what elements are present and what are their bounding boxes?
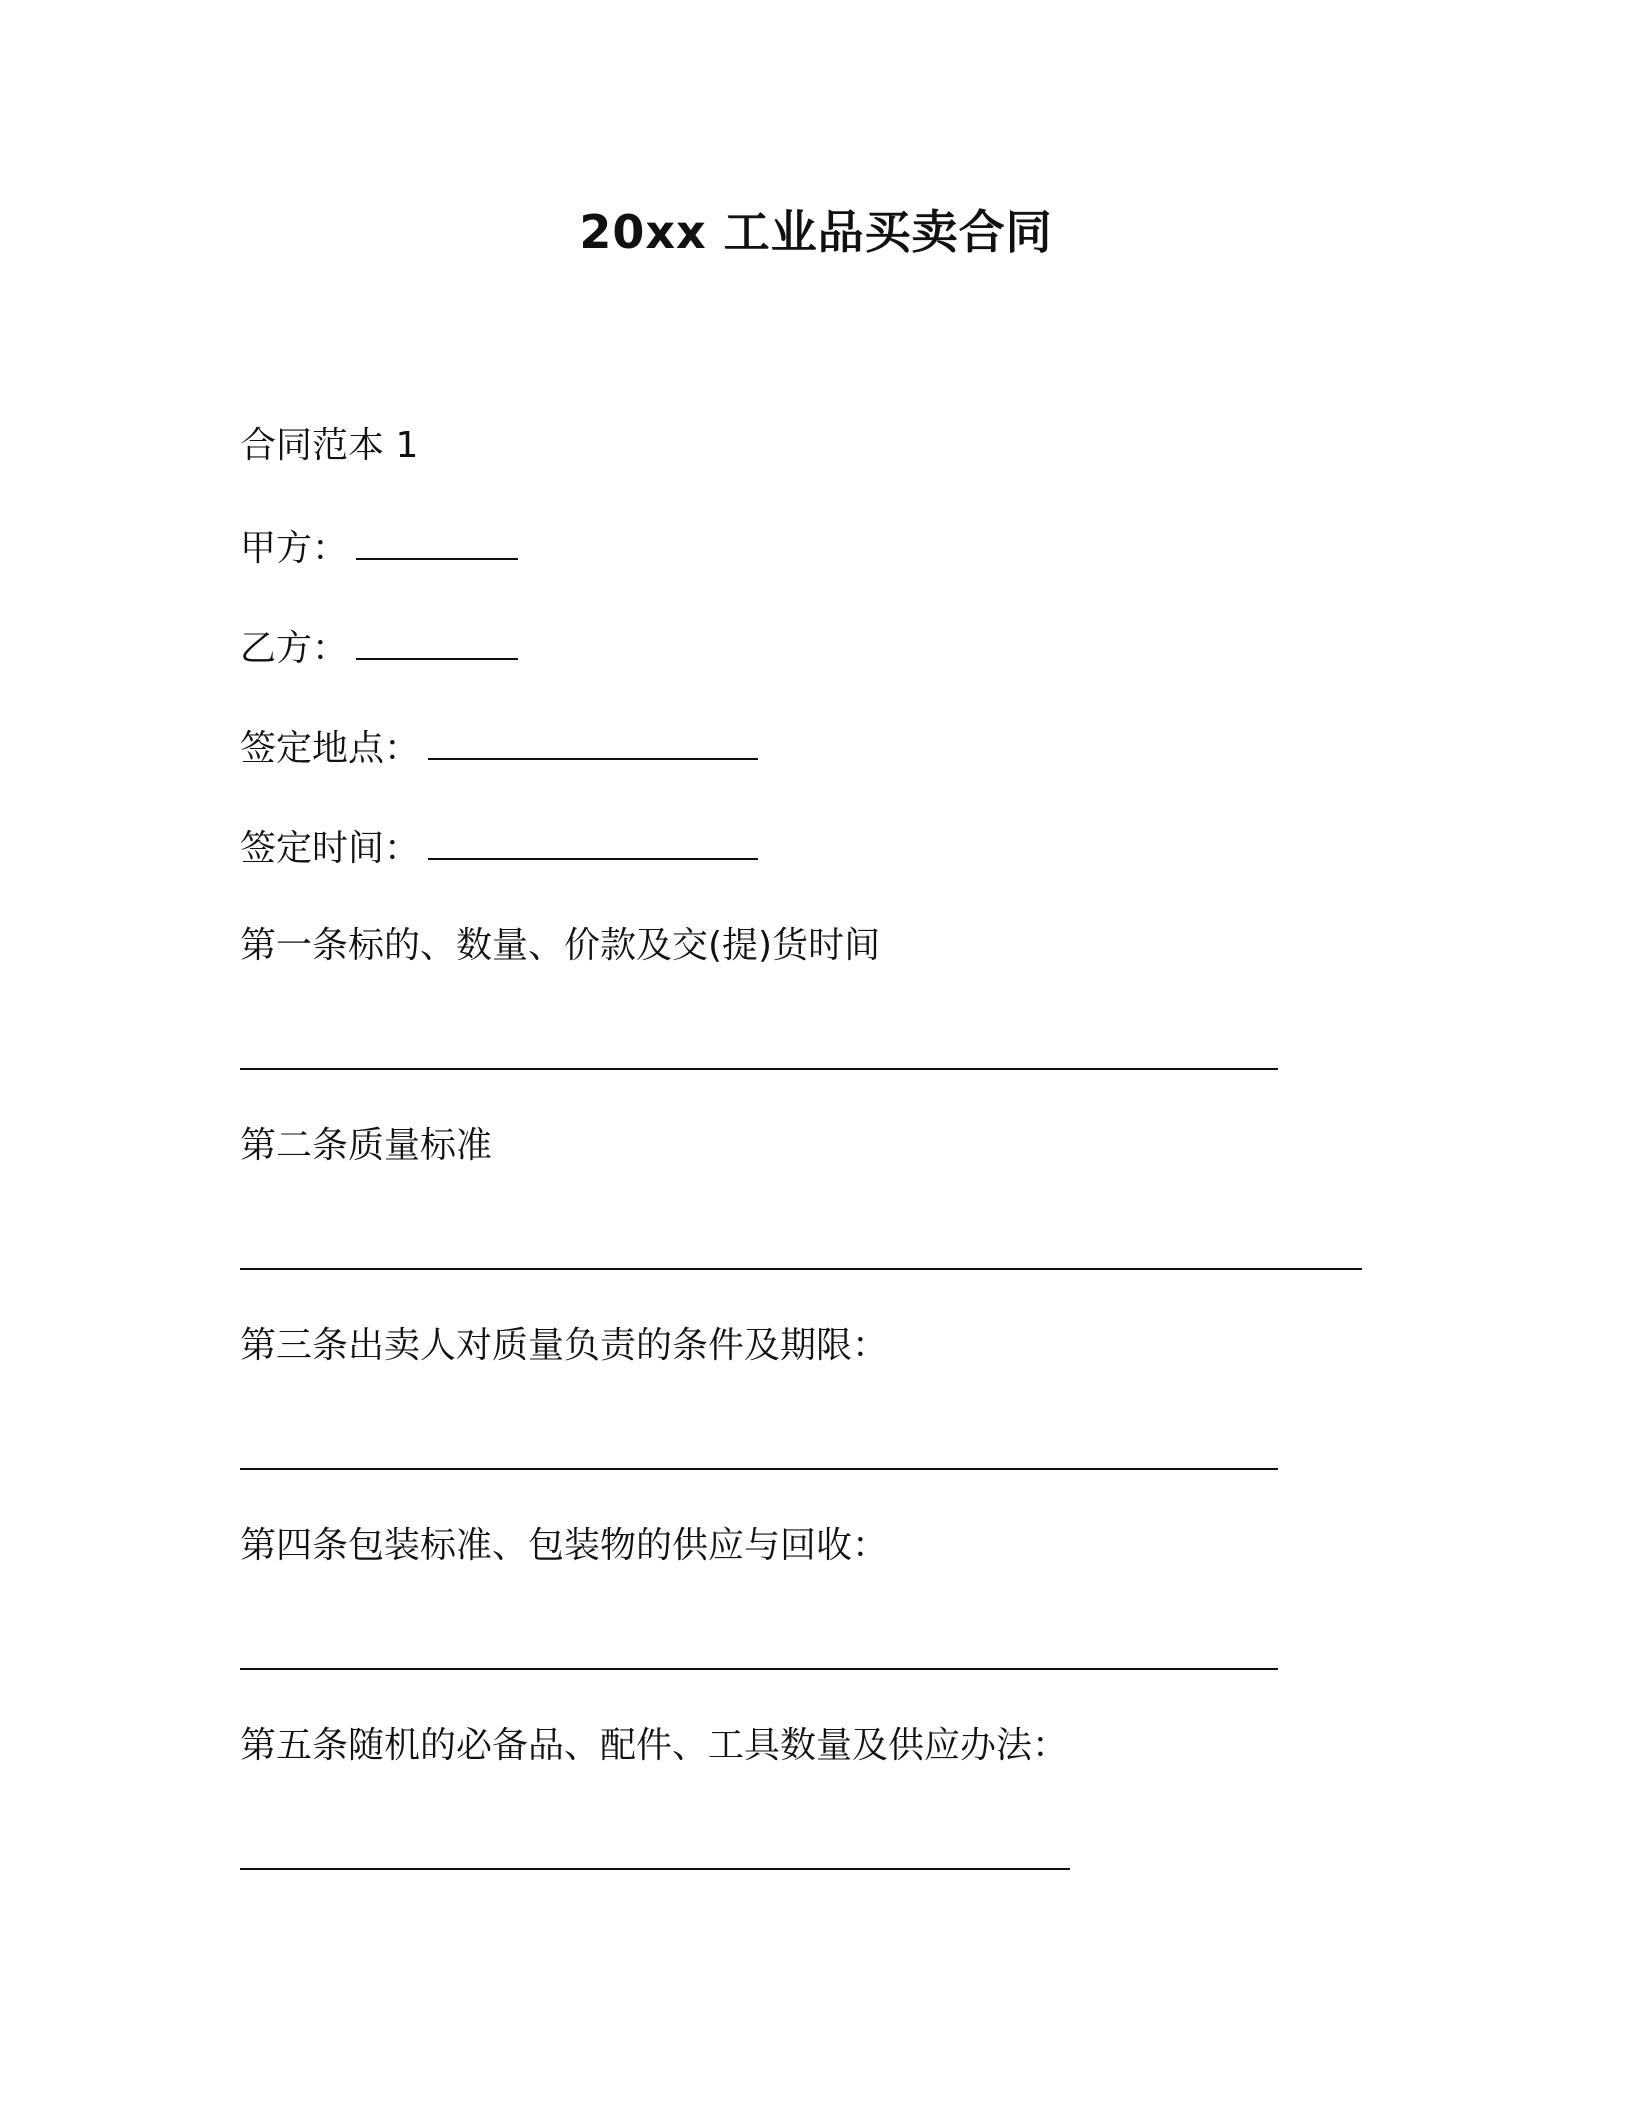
sign-place-label: 签定地点： [240,728,421,769]
party-b-row [240,622,518,673]
party-b-label: 乙方： [240,628,349,669]
sign-time-label: 签定时间： [240,828,421,869]
article-4-blank-line [240,1668,1278,1670]
document-title: 20xx 工业品买卖合同 [579,205,1053,259]
article-1-heading: 第一条标的、数量、价款及交(提)货时间 [240,925,881,966]
sign-time-row [240,822,758,873]
article-2-blank-line [240,1268,1362,1270]
contract-sample-label: 合同范本 1 [240,425,419,466]
sign-place-blank [428,722,758,760]
article-2-heading: 第二条质量标准 [240,1125,493,1166]
party-a-blank [356,522,518,560]
article-1-blank-line [240,1068,1278,1070]
party-b-blank [356,622,518,660]
article-4-heading: 第四条包装标准、包装物的供应与回收： [240,1525,889,1566]
party-a-label: 甲方： [240,528,349,569]
sign-time-blank [428,822,758,860]
article-3-heading: 第三条出卖人对质量负责的条件及期限： [240,1325,889,1366]
party-a-row [240,522,518,573]
sign-place-row [240,722,758,773]
article-5-blank-line [240,1868,1070,1870]
article-3-blank-line [240,1468,1278,1470]
article-5-heading: 第五条随机的必备品、配件、工具数量及供应办法： [240,1725,1069,1766]
